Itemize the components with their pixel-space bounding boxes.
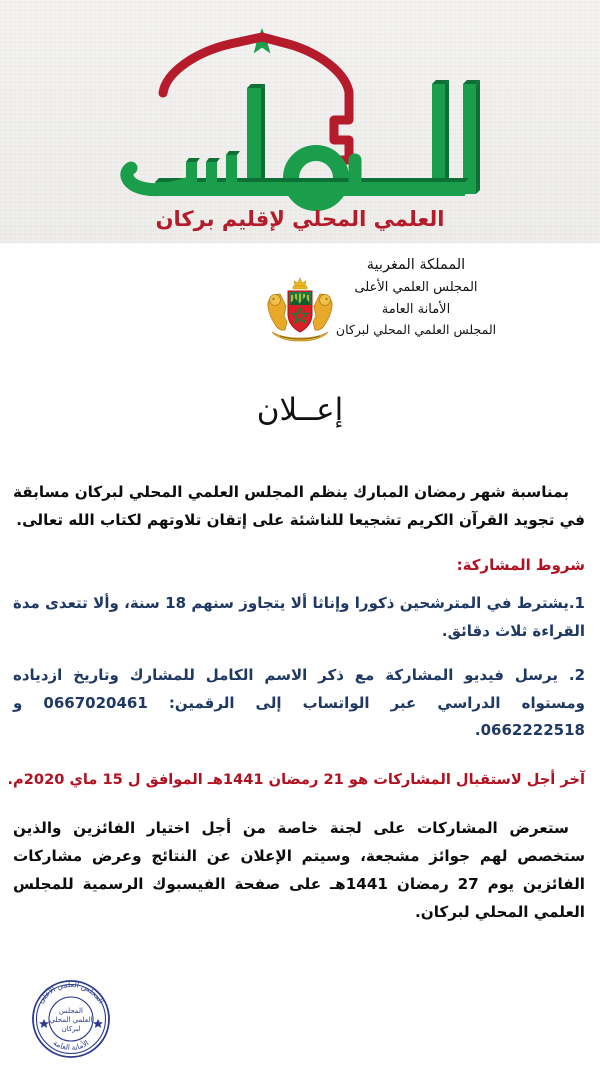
- svg-text:المجلس: المجلس: [59, 1007, 83, 1015]
- conditions-heading: شروط المشاركة:: [456, 556, 585, 575]
- page-title: إعــلان: [256, 392, 344, 428]
- document-body: [7, 478, 585, 927]
- svg-text:العلمي المحلي: العلمي المحلي: [49, 1016, 93, 1024]
- official-seal-stamp: [24, 973, 118, 1063]
- letterhead-text-block: [246, 254, 586, 340]
- svg-text:العلمي المحلي لإقليم بركان: العلمي المحلي لإقليم بركان: [155, 207, 445, 231]
- letterhead-line-kingdom: المملكة المغربية: [366, 257, 466, 273]
- logo-banner: [0, 0, 600, 243]
- condition-item-2: 2. يرسل فيديو المشاركة مع ذكر الاسم الكامل للمشارك وتاريخ ازدياده ومستواه الدراسي عبر الواتساب إلى الرقمين: 0667020461 و 0662222518.: [13, 665, 585, 740]
- condition-item-1: 1.يشترط في المترشحين ذكورا وإناثا ألا يتجاوز سنهم 18 سنة، وألا تتعدى مدة القراءة ثلاث دقائق.: [13, 594, 585, 640]
- majlis-logo: [0, 0, 600, 243]
- letterhead-line-supreme-council: المجلس العلمي الأعلى: [354, 280, 478, 296]
- svg-text:لبركان: لبركان: [61, 1025, 81, 1033]
- logo-subtitle: [156, 207, 445, 231]
- intro-paragraph: بمناسبة شهر رمضان المبارك ينظم المجلس العلمي المحلي لبركان مسابقة في تجويد القرآن الكريم تشجيعا للناشئة على إتقان تلاوتهم لكتاب الله تعالى.: [13, 483, 585, 530]
- logo-wordmark-strokes: [127, 80, 480, 203]
- closing-paragraph: ستعرض المشاركات على لجنة خاصة من أجل اختيار الفائزين والذين ستخصص لهم جوائز مشجعة، وسيتم الإعلان عن النتائج وعرض مشاركات الفائزين يوم 27 رمضان 1441هـ على صفحة الفيسبوك الرسمية للمجلس العلمي المحلي لبركان.: [13, 819, 585, 922]
- svg-text:الأمانة العامة: الأمانة العامة: [51, 1038, 91, 1053]
- letterhead-line-local-council: المجلس العلمي المحلي لبركان: [335, 321, 497, 337]
- letterhead-line-general-secretariat: الأمانة العامة: [381, 301, 451, 317]
- deadline-notice: آخر أجل لاستقبال المشاركات هو 21 رمضان 1441هـ الموافق ل 15 ماي 2020م.: [7, 771, 585, 788]
- svg-text:المجلس العلمي الأعلى: المجلس العلمي الأعلى: [36, 979, 106, 1006]
